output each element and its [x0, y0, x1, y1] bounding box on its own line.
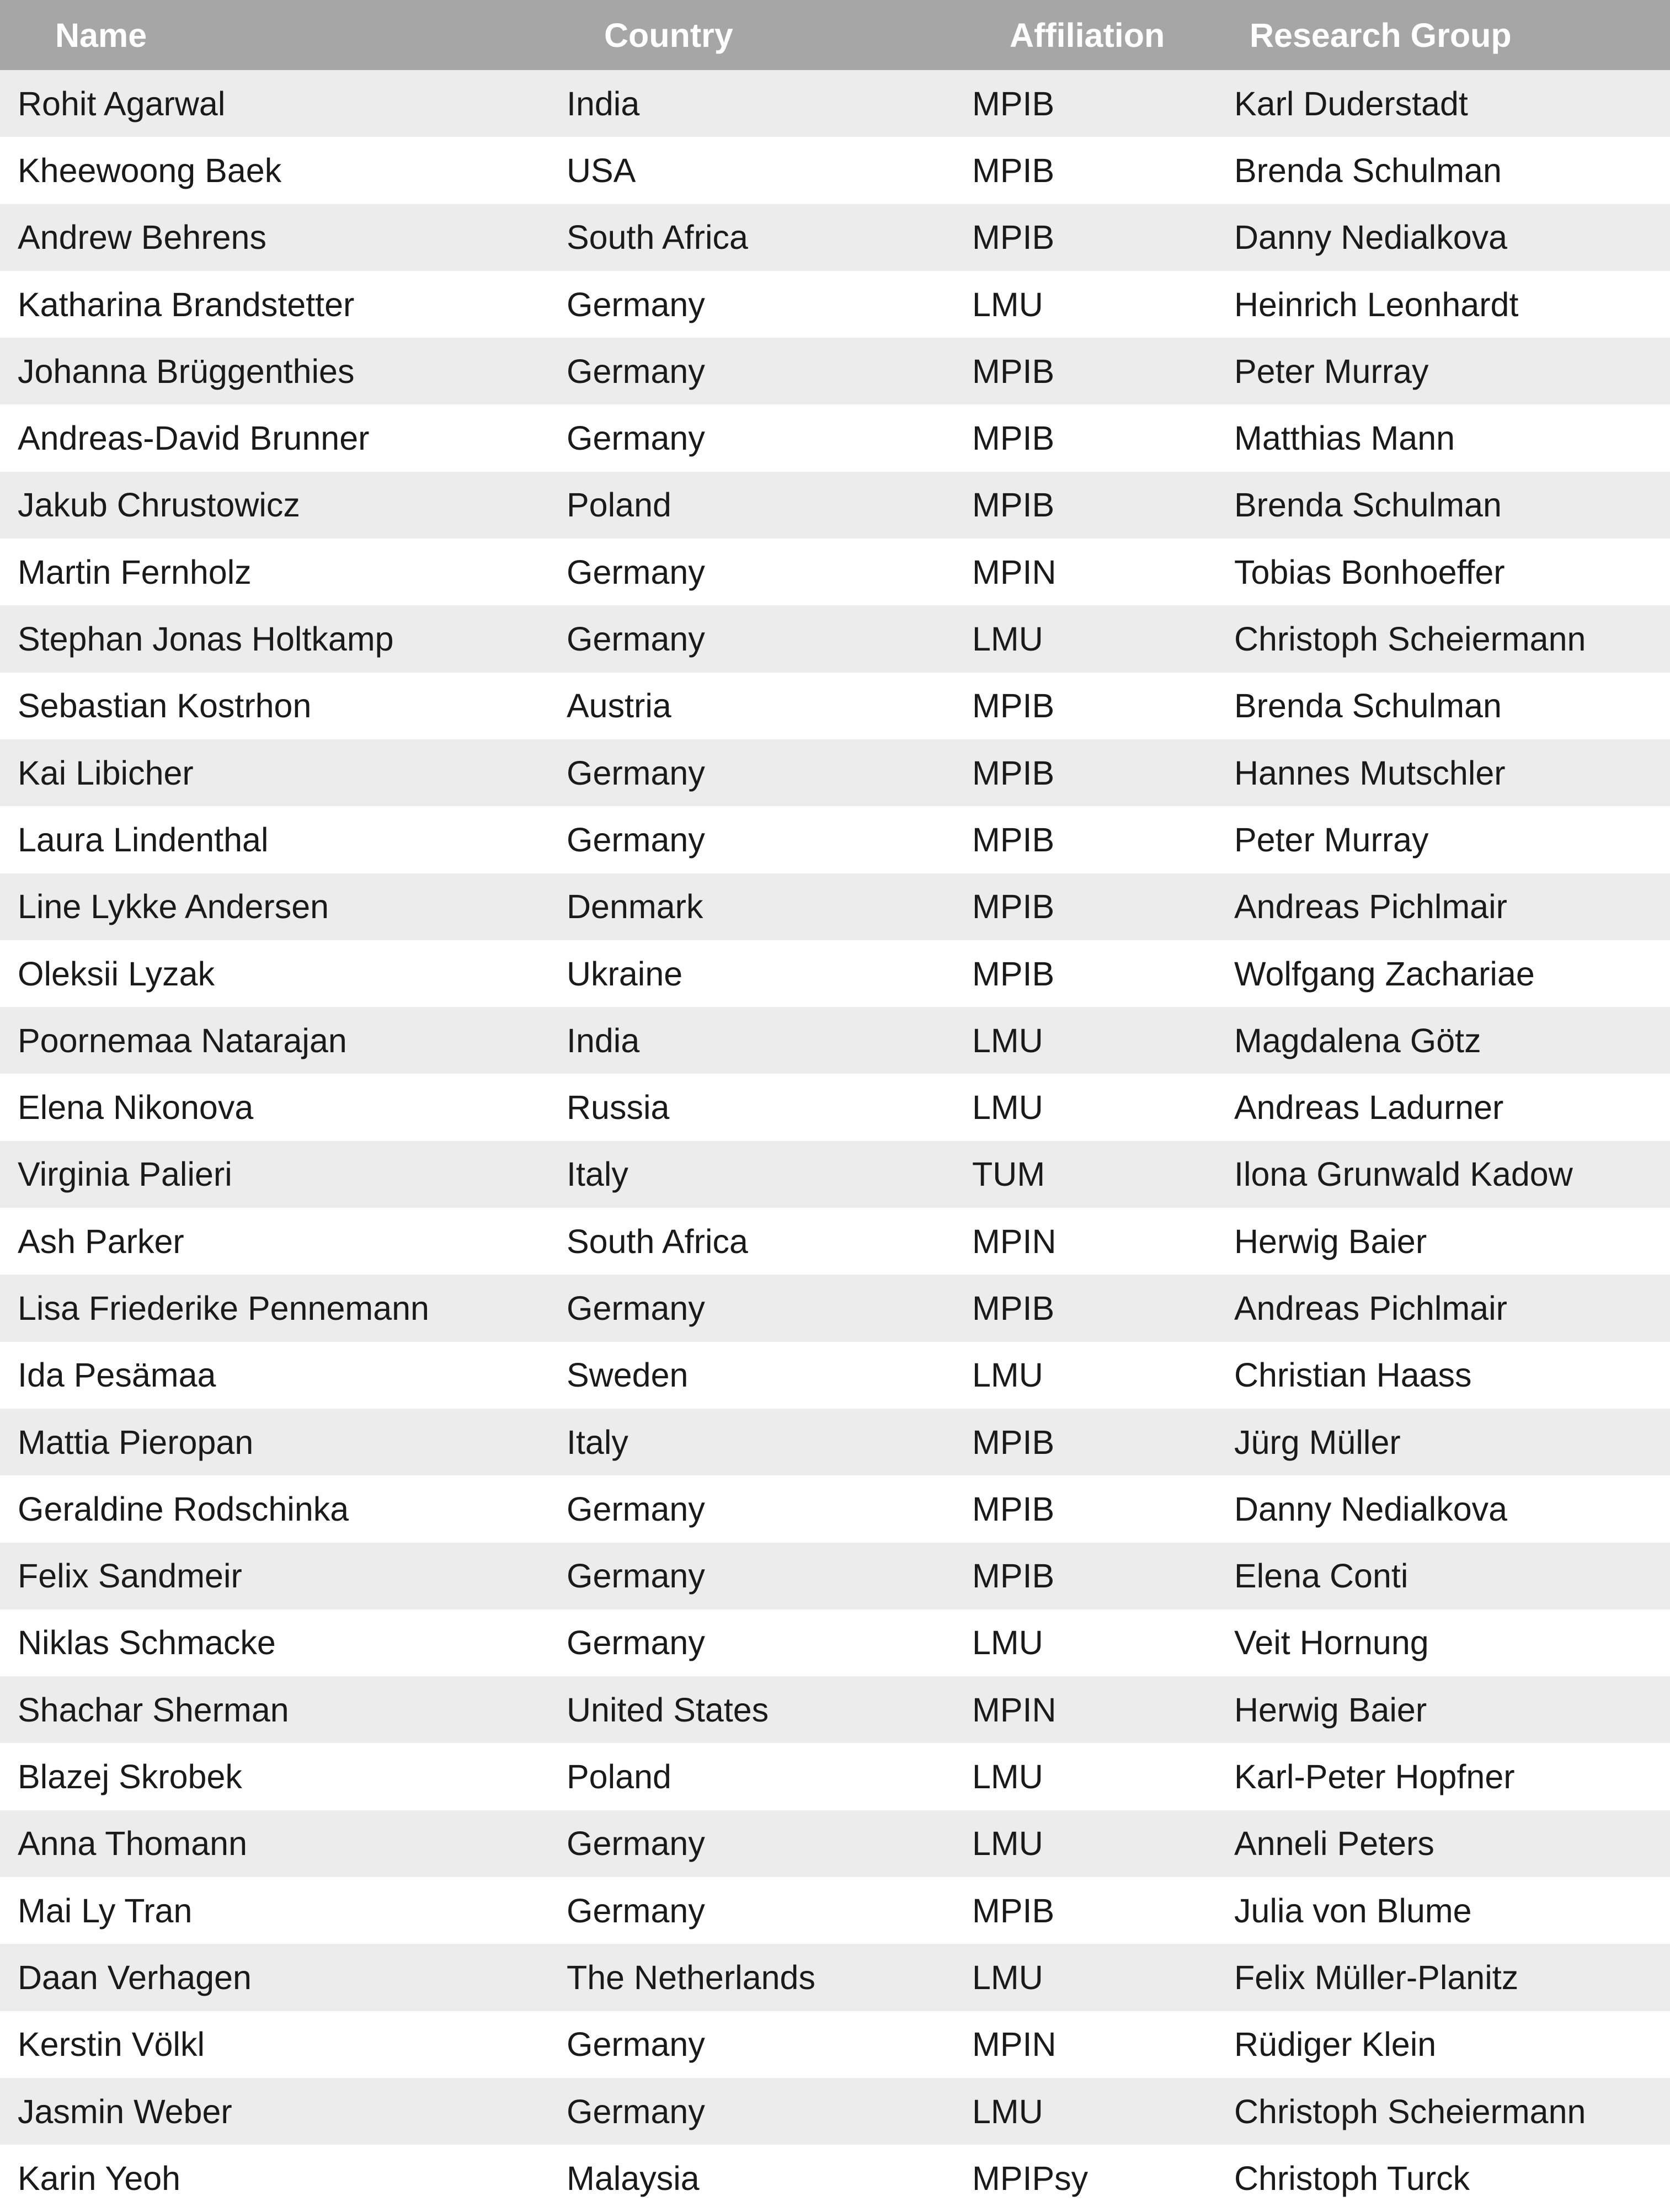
cell-affiliation: MPIB — [972, 1423, 1055, 1461]
cell-affiliation: MPIN — [972, 1691, 1057, 1729]
header-country[interactable]: Country — [604, 16, 733, 54]
cell-country: Germany — [567, 1490, 705, 1528]
cell-affiliation: TUM — [972, 1155, 1045, 1193]
cell-country: Sweden — [567, 1356, 689, 1394]
cell-affiliation: LMU — [972, 285, 1043, 323]
table-row — [0, 271, 1670, 338]
table-row — [0, 539, 1670, 605]
cell-country: Germany — [567, 419, 705, 457]
cell-country: India — [567, 1021, 640, 1059]
cell-country: Poland — [567, 1758, 671, 1796]
cell-research-group: Peter Murray — [1234, 352, 1429, 390]
table-row — [0, 1007, 1670, 1074]
cell-country: Malaysia — [567, 2159, 700, 2197]
cell-country: Germany — [567, 2026, 705, 2064]
cell-affiliation: MPIB — [972, 888, 1055, 926]
cell-name: Andreas-David Brunner — [18, 419, 370, 457]
table-body — [0, 70, 1670, 2212]
cell-country: Germany — [567, 754, 705, 792]
cell-affiliation: MPIB — [972, 1490, 1055, 1528]
cell-research-group: Danny Nedialkova — [1234, 218, 1508, 257]
table-row — [0, 1409, 1670, 1475]
table-row — [0, 70, 1670, 137]
table-row — [0, 2145, 1670, 2211]
cell-country: Germany — [567, 1289, 705, 1327]
cell-country: Poland — [567, 486, 671, 524]
table-row — [0, 1609, 1670, 1676]
cell-research-group: Christoph Turck — [1234, 2159, 1470, 2197]
cell-name: Elena Nikonova — [18, 1089, 254, 1127]
cell-country: Germany — [567, 2092, 705, 2130]
table-header — [0, 0, 1670, 70]
cell-country: Germany — [567, 553, 705, 591]
cell-name: Shachar Sherman — [18, 1691, 289, 1729]
cell-research-group: Elena Conti — [1234, 1557, 1408, 1595]
cell-name: Karin Yeoh — [18, 2159, 181, 2197]
table-row — [0, 1141, 1670, 1208]
cell-research-group: Julia von Blume — [1234, 1891, 1472, 1929]
table-row — [0, 1342, 1670, 1409]
cell-name: Sebastian Kostrhon — [18, 687, 312, 725]
cell-country: India — [567, 84, 640, 122]
cell-affiliation: LMU — [972, 1825, 1043, 1863]
cell-country: Germany — [567, 352, 705, 390]
cell-research-group: Magdalena Götz — [1234, 1021, 1481, 1059]
cell-affiliation: MPIB — [972, 754, 1055, 792]
cell-research-group: Ilona Grunwald Kadow — [1234, 1155, 1573, 1193]
cell-country: South Africa — [567, 218, 748, 257]
cell-name: Johanna Brüggenthies — [18, 352, 355, 390]
cell-affiliation: LMU — [972, 1624, 1043, 1662]
cell-country: Germany — [567, 820, 705, 859]
cell-affiliation: MPIB — [972, 419, 1055, 457]
table-row — [0, 739, 1670, 806]
cell-name: Laura Lindenthal — [18, 820, 269, 859]
cell-country: The Netherlands — [567, 1958, 815, 1996]
cell-name: Kerstin Völkl — [18, 2026, 205, 2064]
cell-affiliation: MPIB — [972, 486, 1055, 524]
cell-affiliation: LMU — [972, 620, 1043, 658]
cell-name: Mattia Pieropan — [18, 1423, 254, 1461]
table-row — [0, 2011, 1670, 2078]
table-row — [0, 1208, 1670, 1275]
cell-research-group: Jürg Müller — [1234, 1423, 1401, 1461]
cell-research-group: Matthias Mann — [1234, 419, 1455, 457]
cell-country: Italy — [567, 1423, 628, 1461]
cell-affiliation: MPIN — [972, 2026, 1057, 2064]
cell-name: Jasmin Weber — [18, 2092, 232, 2130]
cell-research-group: Danny Nedialkova — [1234, 1490, 1508, 1528]
header-name[interactable]: Name — [55, 16, 147, 54]
cell-country: Germany — [567, 1825, 705, 1863]
table-row — [0, 204, 1670, 271]
cell-affiliation: MPIB — [972, 1891, 1055, 1929]
cell-affiliation: LMU — [972, 1958, 1043, 1996]
cell-research-group: Rüdiger Klein — [1234, 2026, 1437, 2064]
cell-affiliation: LMU — [972, 1021, 1043, 1059]
table-row — [0, 338, 1670, 404]
cell-research-group: Brenda Schulman — [1234, 486, 1502, 524]
cell-name: Lisa Friederike Pennemann — [18, 1289, 429, 1327]
cell-name: Martin Fernholz — [18, 553, 252, 591]
cell-research-group: Felix Müller-Planitz — [1234, 1958, 1519, 1996]
cell-country: Germany — [567, 285, 705, 323]
cell-research-group: Brenda Schulman — [1234, 151, 1502, 189]
cell-affiliation: LMU — [972, 2092, 1043, 2130]
cell-research-group: Christoph Scheiermann — [1234, 2092, 1586, 2130]
table-row — [0, 1810, 1670, 1877]
cell-affiliation: MPIB — [972, 84, 1055, 122]
cell-research-group: Karl Duderstadt — [1234, 84, 1468, 122]
table-row — [0, 940, 1670, 1007]
cell-affiliation: MPIB — [972, 1557, 1055, 1595]
cell-research-group: Andreas Ladurner — [1234, 1089, 1504, 1127]
cell-country: Russia — [567, 1089, 670, 1127]
cell-name: Blazej Skrobek — [18, 1758, 242, 1796]
cell-name: Jakub Chrustowicz — [18, 486, 300, 524]
cell-country: USA — [567, 151, 636, 189]
cell-country: United States — [567, 1691, 769, 1729]
cell-affiliation: MPIB — [972, 687, 1055, 725]
cell-name: Rohit Agarwal — [18, 84, 226, 122]
cell-research-group: Brenda Schulman — [1234, 687, 1502, 725]
cell-name: Geraldine Rodschinka — [18, 1490, 349, 1528]
cell-research-group: Christian Haass — [1234, 1356, 1472, 1394]
cell-affiliation: MPIB — [972, 151, 1055, 189]
cell-name: Anna Thomann — [18, 1825, 248, 1863]
table-row — [0, 1877, 1670, 1944]
cell-country: Italy — [567, 1155, 628, 1193]
cell-country: Denmark — [567, 888, 703, 926]
cell-affiliation: MPIPsy — [972, 2159, 1089, 2197]
cell-country: Germany — [567, 620, 705, 658]
cell-research-group: Andreas Pichlmair — [1234, 888, 1507, 926]
cell-research-group: Herwig Baier — [1234, 1691, 1427, 1729]
cell-affiliation: LMU — [972, 1758, 1043, 1796]
cell-name: Katharina Brandstetter — [18, 285, 355, 323]
header-research-group[interactable]: Research Group — [1250, 16, 1512, 54]
cell-affiliation: MPIB — [972, 955, 1055, 993]
cell-name: Kheewoong Baek — [18, 151, 282, 189]
cell-name: Stephan Jonas Holtkamp — [18, 620, 394, 658]
cell-affiliation: MPIB — [972, 352, 1055, 390]
table-row — [0, 806, 1670, 873]
cell-research-group: Tobias Bonhoeffer — [1234, 553, 1505, 591]
cell-name: Poornemaa Natarajan — [18, 1021, 347, 1059]
cell-research-group: Karl-Peter Hopfner — [1234, 1758, 1515, 1796]
cell-affiliation: MPIB — [972, 1289, 1055, 1327]
cell-affiliation: MPIN — [972, 553, 1057, 591]
cell-research-group: Herwig Baier — [1234, 1222, 1427, 1260]
cell-name: Ida Pesämaa — [18, 1356, 216, 1394]
cell-name: Kai Libicher — [18, 754, 194, 792]
cell-country: Germany — [567, 1557, 705, 1595]
table-row — [0, 137, 1670, 204]
cell-name: Oleksii Lyzak — [18, 955, 215, 993]
table-row — [0, 2078, 1670, 2145]
table-row — [0, 1543, 1670, 1609]
table-row — [0, 873, 1670, 940]
cell-research-group: Anneli Peters — [1234, 1825, 1434, 1863]
cell-name: Niklas Schmacke — [18, 1624, 276, 1662]
table-row — [0, 605, 1670, 672]
cell-affiliation: LMU — [972, 1356, 1043, 1394]
cell-affiliation: MPIN — [972, 1222, 1057, 1260]
table-row — [0, 673, 1670, 739]
cell-country: Germany — [567, 1891, 705, 1929]
cell-name: Andrew Behrens — [18, 218, 266, 257]
table-row — [0, 1944, 1670, 2011]
table-row — [0, 472, 1670, 539]
table-row — [0, 1074, 1670, 1140]
cell-name: Virginia Palieri — [18, 1155, 232, 1193]
cell-research-group: Veit Hornung — [1234, 1624, 1429, 1662]
cell-research-group: Christoph Scheiermann — [1234, 620, 1586, 658]
table-row — [0, 404, 1670, 471]
table-row — [0, 1676, 1670, 1743]
cell-research-group: Peter Murray — [1234, 820, 1429, 859]
cell-affiliation: MPIB — [972, 218, 1055, 257]
table-row — [0, 1475, 1670, 1542]
cell-country: Germany — [567, 1624, 705, 1662]
cell-name: Daan Verhagen — [18, 1958, 252, 1996]
cell-affiliation: LMU — [972, 1089, 1043, 1127]
header-affiliation[interactable]: Affiliation — [1010, 16, 1165, 54]
cell-country: Ukraine — [567, 955, 683, 993]
table-row — [0, 1275, 1670, 1341]
table-row — [0, 1743, 1670, 1810]
cell-country: South Africa — [567, 1222, 748, 1260]
cell-affiliation: MPIB — [972, 820, 1055, 859]
cell-country: Austria — [567, 687, 671, 725]
cell-name: Line Lykke Andersen — [18, 888, 329, 926]
cell-research-group: Wolfgang Zachariae — [1234, 955, 1535, 993]
cell-name: Ash Parker — [18, 1222, 184, 1260]
cell-name: Felix Sandmeir — [18, 1557, 242, 1595]
cell-research-group: Hannes Mutschler — [1234, 754, 1506, 792]
cell-research-group: Andreas Pichlmair — [1234, 1289, 1507, 1327]
cell-name: Mai Ly Tran — [18, 1891, 193, 1929]
cell-research-group: Heinrich Leonhardt — [1234, 285, 1519, 323]
